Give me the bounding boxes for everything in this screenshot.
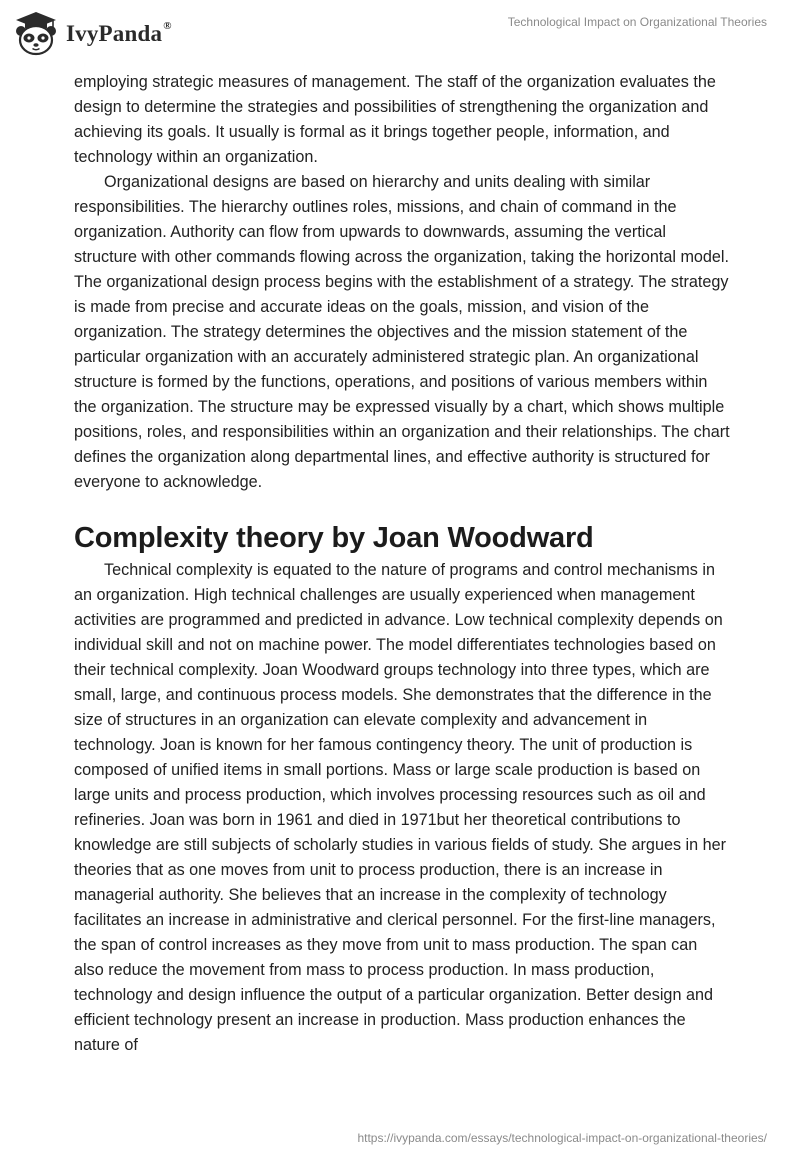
document-title: Technological Impact on Organizational Theories [507,15,767,29]
paragraph-continuation: employing strategic measures of management. The staff of the organization evaluates the design to determine the strategies and possibilities of strengthening the organization and achieving its goals. It usually is formal as it brings together people, information, and technology within an organization. [74,73,716,166]
registered-mark: ® [163,20,172,33]
paragraph-complexity-theory: Technical complexity is equated to the nature of programs and control mechanisms in an organization. High technical challenges are usually experienced when management activities are programmed and predicted in advance. Low technical complexity depends on individual skill and not on machine power. The model differentiates technologies based on their technical complexity. Joan Woodward groups technology into three types, which are small, large, and continuous process models. She demonstrates that the difference in the size of structures in an organization can elevate complexity and advancement in technology. Joan is known for her famous contingency theory. The unit of production is composed of unified items in small portions. Mass or large scale production is based on large units and process production, which involves processing resources such as oil and refineries. Joan was born in 1961 and died in 1971but her theoretical contributions to knowledge are still subjects of scholarly studies in various fields of study. She argues in her theories that as one moves from unit to process production, there is an increase in managerial authority. She believes that an increase in the complexity of technology facilitates an increase in administrative and clerical personnel. For the first-line managers, the span of control increases as they move from unit to mass production. The span can also reduce the movement from mass to process production. In mass production, technology and design influence the output of a particular organization. Better design and efficient technology present an increase in production. Mass production enhances the nature of [74,561,727,1054]
logo-name: IvyPanda [66,21,163,46]
ivypanda-logo[interactable] [12,9,172,57]
panda-graduate-icon [12,9,60,57]
source-url[interactable]: https://ivypanda.com/essays/technological-impact-on-organizational-theories/ [357,1131,767,1145]
essay-body [74,70,730,1058]
logo-wordmark [66,21,172,47]
paragraph-organizational-design: Organizational designs are based on hierarchy and units dealing with similar responsibilities. The hierarchy outlines roles, missions, and chain of command in the organization. Authority can flow from upwards to downwards, assuming the vertical structure with other commands flowing across the organization, taking the horizontal model. The organizational design process begins with the establishment of a strategy. The strategy is made from precise and accurate ideas on the goals, mission, and vision of the organization. The strategy determines the objectives and the mission statement of the particular organization with an accurately administered strategic plan. An organizational structure is formed by the functions, operations, and positions of various members within the organization. The structure may be expressed visually by a chart, which shows multiple positions, roles, and responsibilities within an organization and their relationships. The chart defines the organization along departmental lines, and effective authority is structured for everyone to acknowledge. [74,173,730,491]
page-header [0,0,800,70]
section-heading: Complexity theory by Joan Woodward [74,522,594,554]
